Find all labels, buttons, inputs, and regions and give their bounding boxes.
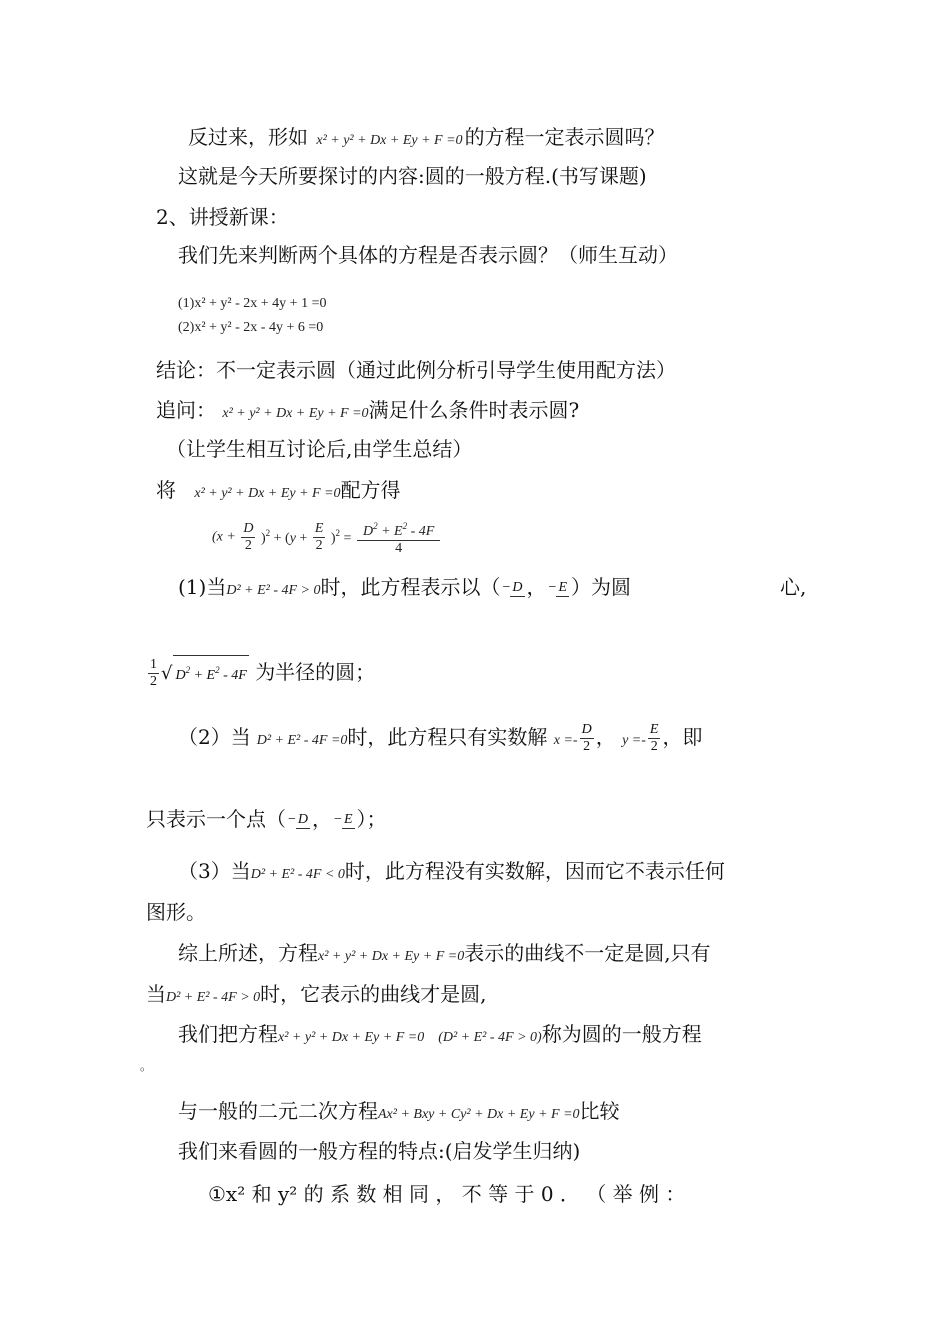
quadratic-equation: Ax² + Bxy + Cy² + Dx + Ey + F =0	[378, 1107, 580, 1122]
case-2: （2）当 D² + E² - 4F =0时，此方程只有实数解 x =- $\frac{D}{2}$ ， y =- $\frac{E}{2}$ ，即	[178, 722, 703, 754]
definition-post: 称为圆的一般方程	[541, 1022, 702, 1046]
case3-condition: D² + E² - 4F < 0	[250, 867, 345, 882]
summary-pre: 综上所述，方程	[178, 941, 318, 965]
question-equation: x² + y² + Dx + Ey + F =0	[222, 406, 369, 421]
general-equation: x² + y² + Dx + Ey + F =0	[316, 133, 463, 148]
definition-pre: 我们把方程	[178, 1022, 278, 1046]
paragraph-1	[188, 123, 665, 155]
completed-square-formula: (x + $\frac{D}{2}$ )$^2$ + (y + $\frac{E}{2}$ )$^2$ = $\frac{D^2 + E^2 - 4F}{4}$	[212, 518, 442, 557]
x-solution: x =-	[553, 733, 578, 748]
comparison-line	[178, 1097, 620, 1129]
case1-post: ）为圆	[571, 575, 632, 599]
paragraph-complete-square	[156, 476, 401, 508]
case2-sep: ，	[595, 725, 616, 749]
radius-text: 为半径的圆；	[255, 660, 376, 684]
section-heading: 2、讲授新课：	[156, 205, 289, 229]
case2-condition: D² + E² - 4F =0	[256, 733, 348, 748]
point-pre: 只表示一个点（	[146, 807, 286, 831]
radius-line: $\frac{1}{2}$ √ $D^2 + E^2 - 4F$ 为半径的圆；	[150, 657, 376, 689]
definition-line	[178, 1020, 702, 1052]
case2-mid: 时，此方程只有实数解	[347, 725, 548, 749]
square-equation: x² + y² + Dx + Ey + F =0	[194, 486, 341, 501]
case-1: (1)当D² + E² - 4F > 0时，此方程表示以（ − D ， − E ）为圆	[178, 575, 632, 599]
case3-pre: （3）当	[178, 859, 251, 883]
point-line: 只表示一个点（ − D ， − E ）；	[146, 807, 387, 831]
summary-equation: x² + y² + Dx + Ey + F =0	[318, 949, 465, 964]
case1-comma: ，	[526, 575, 547, 599]
p5-pre: 追问：	[156, 398, 216, 422]
definition-equation: x² + y² + Dx + Ey + F =0	[278, 1030, 425, 1045]
paragraph-2: 这就是今天所要探讨的内容:圆的一般方程.(书写课题)	[178, 164, 647, 188]
feature-1: ①x² 和 y² 的 系 数 相 同 ， 不 等 于 0 ． （ 举 例 ：	[208, 1182, 686, 1206]
p5-post: 满足什么条件时表示圆?	[368, 398, 580, 422]
case2-pre: （2）当	[178, 725, 251, 749]
summary2-pre: 当	[146, 982, 166, 1006]
point-comma: ，	[312, 807, 333, 831]
summary-line-2	[146, 980, 487, 1012]
case3-post: 时，此方程没有实数解，因而它不表示任何	[344, 859, 725, 883]
point-post: ）；	[356, 807, 387, 831]
p7-post: 配方得	[340, 478, 401, 502]
p7-pre: 将	[156, 478, 176, 502]
definition-condition: (D² + E² - 4F > 0)	[438, 1030, 542, 1045]
y-solution: y =-	[622, 733, 646, 748]
example-equation-2: (2)x² + y² - 2x - 4y + 6 =0	[178, 320, 324, 335]
case1-mid: 时，此方程表示以（	[320, 575, 501, 599]
features-intro: 我们来看圆的一般方程的特点:(启发学生归纳)	[178, 1139, 581, 1163]
paragraph-figure: 图形。	[146, 900, 206, 924]
paragraph-question	[156, 396, 579, 428]
paragraph-3: 我们先来判断两个具体的方程是否表示圆？（师生互动）	[178, 243, 678, 267]
summary2-condition: D² + E² - 4F > 0	[166, 990, 261, 1005]
case2-post: ，即	[662, 725, 703, 749]
comparison-post: 比较	[579, 1099, 620, 1123]
example-equations	[178, 292, 326, 340]
paragraph-discussion: （让学生相互讨论后,由学生总结）	[166, 437, 473, 461]
summary2-post: 时，它表示的曲线才是圆,	[260, 982, 487, 1006]
trailing-period: 。	[140, 1059, 153, 1073]
case-3	[178, 857, 725, 889]
example-equation-1: (1)x² + y² - 2x + 4y + 1 =0	[178, 296, 327, 311]
case1-pre: (1)当	[178, 575, 227, 599]
summary-line-1	[178, 939, 711, 971]
paragraph-conclusion: 结论：不一定表示圆（通过此例分析引导学生使用配方法）	[156, 358, 676, 382]
comparison-pre: 与一般的二元二次方程	[178, 1099, 378, 1123]
p1-pre: 反过来，形如	[188, 125, 308, 149]
case1-condition: D² + E² - 4F > 0	[226, 583, 321, 598]
summary-post: 表示的曲线不一定是圆,只有	[464, 941, 711, 965]
p1-post: 的方程一定表示圆吗？	[464, 125, 665, 149]
case-1-tail: 心,	[780, 575, 807, 599]
